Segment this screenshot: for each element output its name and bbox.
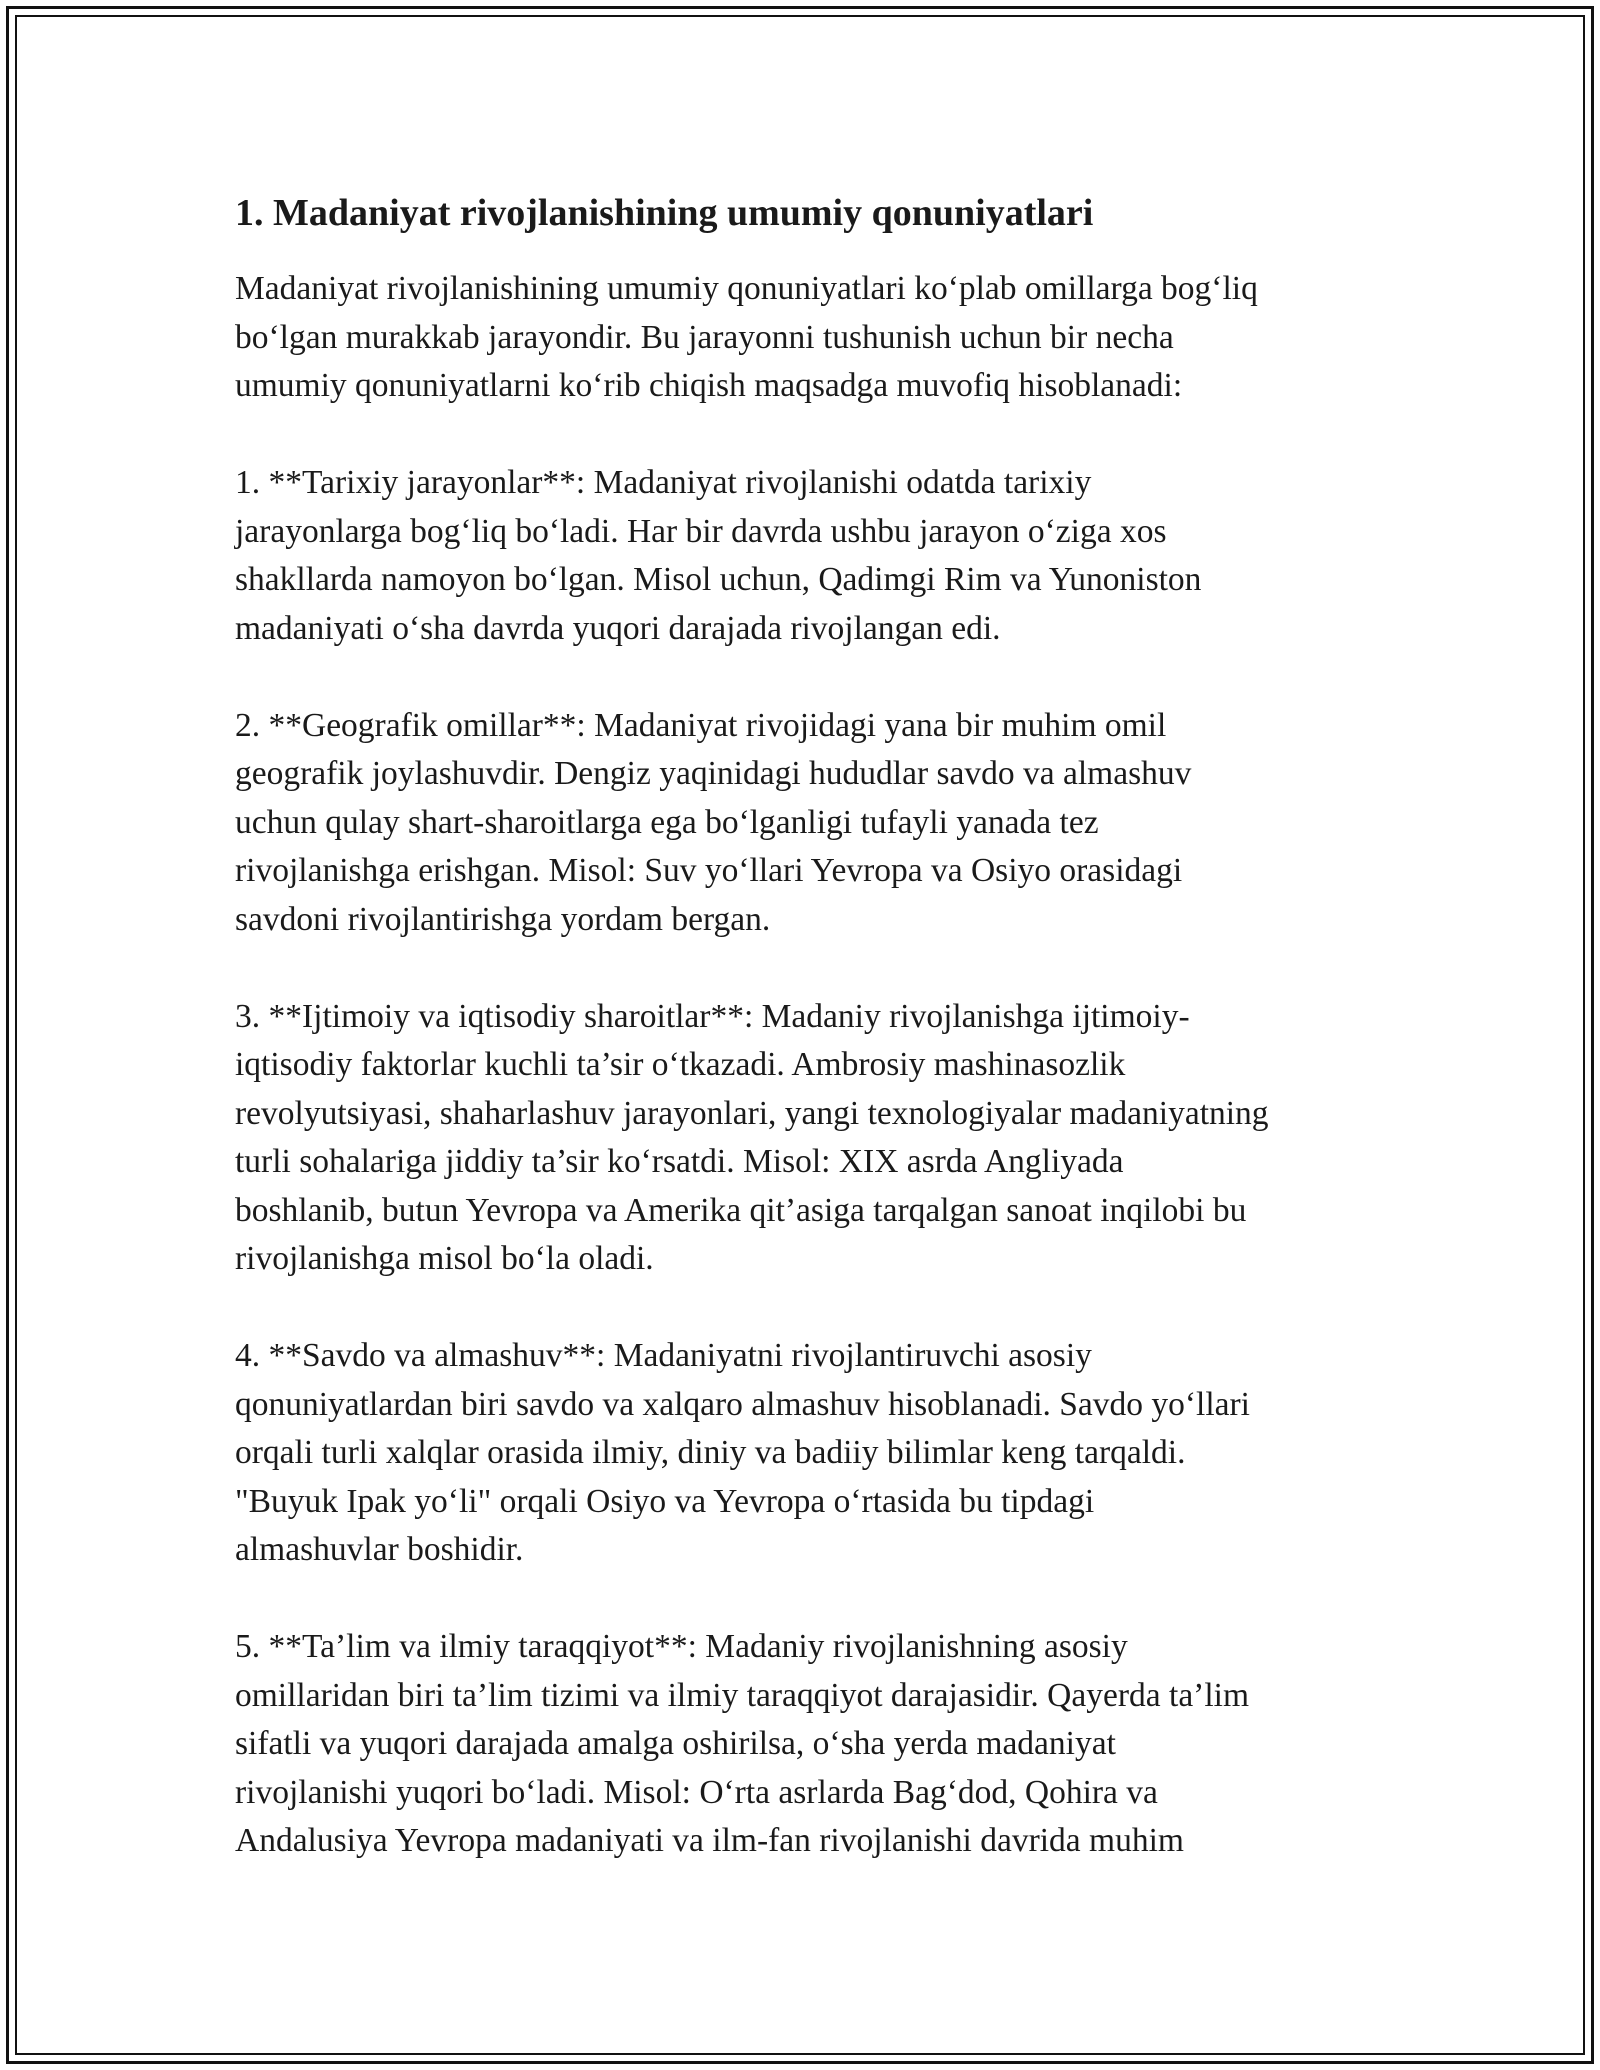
- text-line: madaniyati oʻsha davrda yuqori darajada rivojlangan edi.: [235, 609, 1001, 647]
- text-line: rivojlanishga erishgan. Misol: Suv yoʻllari Yevropa va Osiyo orasidagi: [235, 852, 1183, 889]
- paragraph-education-science: [235, 1623, 1375, 1866]
- text-line: Andalusiya Yevropa madaniyati va ilm-fan rivojlanishi davrida muhim: [235, 1822, 1184, 1859]
- text-line: rivojlanishi yuqori boʻladi. Misol: Oʻrta asrlarda Bagʻdod, Qohira va: [235, 1773, 1158, 1811]
- section-heading: 1. Madaniyat rivojlanishining umumiy qonuniyatlari: [235, 192, 1094, 234]
- text-line: uchun qulay shart-sharoitlarga ega boʻlganligi tufayli yanada tez: [235, 803, 1099, 841]
- text-line: rivojlanishga misol boʻla oladi.: [235, 1240, 654, 1277]
- paragraph-geographic-factors: [235, 702, 1375, 945]
- text-line: orqali turli xalqlar orasida ilmiy, diniy va badiiy bilimlar keng tarqaldi.: [235, 1434, 1186, 1471]
- text-line: savdoni rivojlantirishga yordam bergan.: [235, 900, 771, 938]
- text-line: qonuniyatlardan biri savdo va xalqaro almashuv hisoblanadi. Savdo yoʻllari: [235, 1385, 1250, 1423]
- text-line: shakllarda namoyon boʻlgan. Misol uchun, Qadimgi Rim va Yunoniston: [235, 561, 1202, 598]
- text-line: geografik joylashuvdir. Dengiz yaqinidagi hududlar savdo va almashuv: [235, 755, 1192, 792]
- text-line: "Buyuk Ipak yoʻli" orqali Osiyo va Yevropa oʻrtasida bu tipdagi: [235, 1482, 1095, 1520]
- text-line: umumiy qonuniyatlarni koʻrib chiqish maqsadga muvofiq hisoblanadi:: [235, 367, 1183, 404]
- intro-paragraph: [235, 265, 1375, 411]
- paragraph-historical-processes: [235, 459, 1375, 653]
- text-line: 1. **Tarixiy jarayonlar**: Madaniyat rivojlanishi odatda tarixiy: [235, 464, 1092, 501]
- text-line: turli sohalariga jiddiy ta’sir koʻrsatdi. Misol: XIX asrda Angliyada: [235, 1143, 1124, 1180]
- text-line: 3. **Ijtimoiy va iqtisodiy sharoitlar**: Madaniy rivojlanishga ijtimoiy-: [235, 997, 1190, 1035]
- text-line: 5. **Ta’lim va ilmiy taraqqiyot**: Madaniy rivojlanishning asosiy: [235, 1628, 1128, 1665]
- text-line: sifatli va yuqori darajada amalga oshirilsa, oʻsha yerda madaniyat: [235, 1725, 1116, 1762]
- paragraph-social-economic: [235, 993, 1375, 1284]
- text-line: omillaridan biri ta’lim tizimi va ilmiy taraqqiyot darajasidir. Qayerda ta’lim: [235, 1676, 1250, 1714]
- text-line: boshlanib, butun Yevropa va Amerika qit’asiga tarqalgan sanoat inqilobi bu: [235, 1191, 1247, 1229]
- text-line: 4. **Savdo va almashuv**: Madaniyatni rivojlantiruvchi asosiy: [235, 1337, 1092, 1374]
- document-body: [235, 185, 1375, 1914]
- text-line: 2. **Geografik omillar**: Madaniyat rivojidagi yana bir muhim omil: [235, 706, 1167, 744]
- text-line: jarayonlarga bogʻliq boʻladi. Har bir davrda ushbu jarayon oʻziga xos: [235, 512, 1167, 550]
- text-line: Madaniyat rivojlanishining umumiy qonuniyatlari koʻplab omillarga bogʻliq: [235, 270, 1258, 307]
- text-line: revolyutsiyasi, shaharlashuv jarayonlari, yangi texnologiyalar madaniyatning: [235, 1094, 1269, 1132]
- text-line: iqtisodiy faktorlar kuchli ta’sir oʻtkazadi. Ambrosiy mashinasozlik: [235, 1046, 1126, 1083]
- text-line: almashuvlar boshidir.: [235, 1531, 524, 1568]
- paragraph-trade-exchange: [235, 1332, 1375, 1575]
- text-line: boʻlgan murakkab jarayondir. Bu jarayonni tushunish uchun bir necha: [235, 318, 1174, 356]
